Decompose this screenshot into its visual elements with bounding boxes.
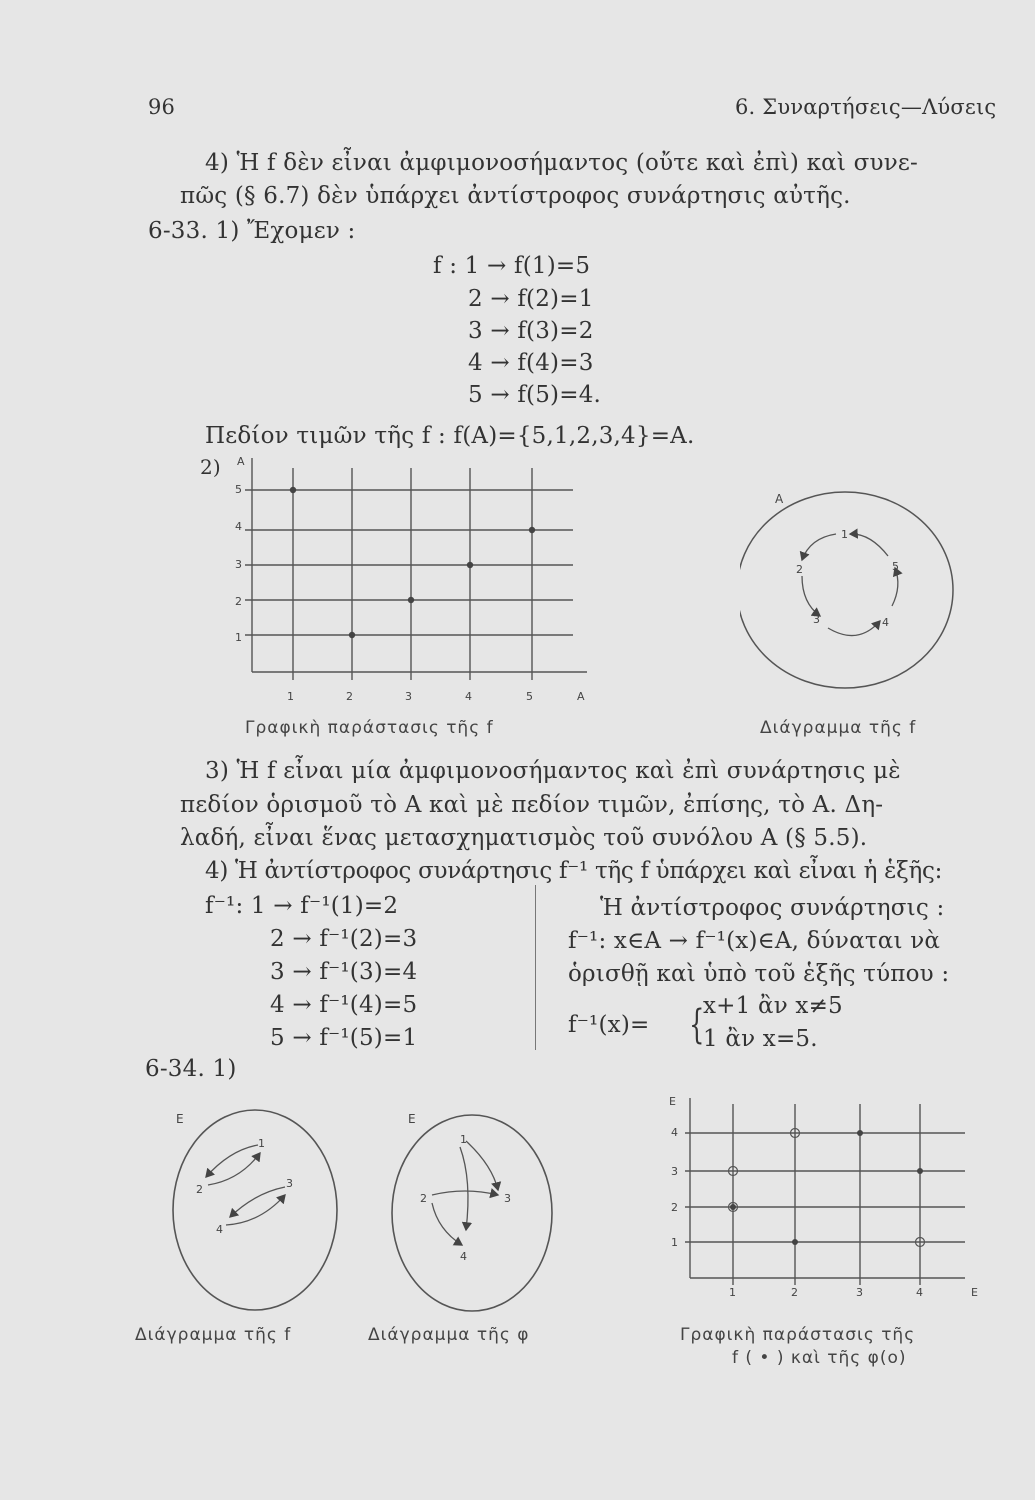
y-tick-2: 2 <box>671 1201 678 1214</box>
inverse-line-1: f⁻¹: 1 → f⁻¹(1)=2 <box>205 893 399 919</box>
set-ellipse <box>392 1115 552 1311</box>
map-line-5: 5 → f(5)=4. <box>468 382 602 408</box>
y-tick-5: 5 <box>235 483 242 496</box>
part-3-line-1: 3) Ἡ f εἶναι μία ἀμφιμονοσήμαντος καὶ ἐπὶ συνάρτησις μὲ <box>205 758 901 784</box>
part-3-line-3: λαδή, εἶναι ἕνας μετασχηματισμὸς τοῦ συνόλου A (§ 5.5). <box>180 825 868 851</box>
set-ellipse <box>740 492 953 688</box>
x-tick-3: 3 <box>405 690 412 703</box>
node-1: 1 <box>841 528 848 541</box>
graph-f-phi <box>655 1090 985 1305</box>
set-label: A <box>775 492 784 506</box>
node-2: 2 <box>196 1183 203 1196</box>
node-2: 2 <box>420 1192 427 1205</box>
point-2-1 <box>349 632 355 638</box>
node-5: 5 <box>892 560 899 573</box>
f-point-1-2 <box>730 1204 736 1210</box>
part-2-label: 2) <box>200 455 221 479</box>
y-tick-1: 1 <box>671 1236 678 1249</box>
inverse-line-5: 5 → f⁻¹(5)=1 <box>270 1025 418 1051</box>
point-1-5 <box>290 487 296 493</box>
intro-line-2: πῶς (§ 6.7) δὲν ὑπάρχει ἀντίστροφος συνάρτησις αὐτῆς. <box>180 183 851 209</box>
x-tick-2: 2 <box>346 690 353 703</box>
exercise-6-33-label: 6-33. 1) Ἔχομεν : <box>148 218 356 244</box>
x-tick-4: 4 <box>916 1286 923 1299</box>
y-tick-3: 3 <box>671 1165 678 1178</box>
x-tick-3: 3 <box>856 1286 863 1299</box>
part-4-line: 4) Ἡ ἀντίστροφος συνάρτησις f⁻¹ τῆς f ὑπάρχει καὶ εἶναι ἡ ἑξῆς: <box>205 858 943 884</box>
map-line-4: 4 → f(4)=3 <box>468 350 594 376</box>
graph-phi-points <box>729 1129 925 1247</box>
chapter-title: 6. Συναρτήσεις—Λύσεις <box>735 95 997 119</box>
map-line-3: 3 → f(3)=2 <box>468 318 594 344</box>
inverse-right-line-3: ὁρισθῇ καὶ ὑπὸ τοῦ ἑξῆς τύπου : <box>568 961 950 987</box>
column-divider <box>535 885 536 1050</box>
set-ellipse <box>173 1110 337 1310</box>
graph-of-f <box>215 450 595 710</box>
diagram-of-f-caption: Διάγραμμα τῆς f <box>760 718 917 738</box>
x-tick-4: 4 <box>465 690 472 703</box>
formula-lhs: f⁻¹(x)= <box>568 1012 650 1038</box>
point-3-2 <box>408 597 414 603</box>
f-point-3-4 <box>857 1130 863 1136</box>
inverse-right-line-1: Ἡ ἀντίστροφος συνάρτησις : <box>600 895 945 921</box>
page-number: 96 <box>148 95 176 119</box>
formula-case-1: x+1 ἂν x≠5 <box>703 993 843 1019</box>
x-tick-1: 1 <box>729 1286 736 1299</box>
y-tick-3: 3 <box>235 558 242 571</box>
inverse-line-3: 3 → f⁻¹(3)=4 <box>270 959 418 985</box>
node-3: 3 <box>286 1177 293 1190</box>
diagram-f-caption: Διάγραμμα τῆς f <box>135 1325 292 1345</box>
point-4-3 <box>467 562 473 568</box>
diagram-phi <box>380 1105 570 1320</box>
formula-case-2: 1 ἂν x=5. <box>703 1026 818 1052</box>
inverse-line-2: 2 → f⁻¹(2)=3 <box>270 926 418 952</box>
graph-f-phi-caption-2: f ( • ) καὶ τῆς φ(ο) <box>732 1348 907 1368</box>
set-label: E <box>408 1112 416 1126</box>
node-1: 1 <box>460 1133 467 1146</box>
diagram-phi-caption: Διάγραμμα τῆς φ <box>368 1325 530 1345</box>
part-3-line-2: πεδίον ὁρισμοῦ τὸ A καὶ μὲ πεδίον τιμῶν, ἐπίσης, τὸ A. Δη- <box>180 792 884 818</box>
node-2: 2 <box>796 563 803 576</box>
formula-brace: { <box>689 1002 705 1048</box>
f-point-2-1 <box>792 1239 798 1245</box>
inverse-right-line-2: f⁻¹: x∈A → f⁻¹(x)∈A, δύναται νὰ <box>568 928 941 954</box>
point-5-4 <box>529 527 535 533</box>
x-axis-label: E <box>971 1286 978 1299</box>
range-line: Πεδίον τιμῶν τῆς f : f(A)={5,1,2,3,4}=A. <box>205 423 695 449</box>
x-tick-2: 2 <box>791 1286 798 1299</box>
map-line-1: f : 1 → f(1)=5 <box>433 253 591 279</box>
f-point-4-3 <box>917 1168 923 1174</box>
y-tick-1: 1 <box>235 631 242 644</box>
node-4: 4 <box>216 1223 223 1236</box>
y-axis-label: E <box>669 1095 676 1108</box>
graph-f-points <box>730 1130 923 1245</box>
x-tick-1: 1 <box>287 690 294 703</box>
inverse-line-4: 4 → f⁻¹(4)=5 <box>270 992 418 1018</box>
graph-of-f-caption: Γραφικὴ παράστασις τῆς f <box>245 718 494 738</box>
x-tick-5: 5 <box>526 690 533 703</box>
node-4: 4 <box>460 1250 467 1263</box>
set-label: E <box>176 1112 184 1126</box>
node-3: 3 <box>504 1192 511 1205</box>
node-1: 1 <box>258 1137 265 1150</box>
y-tick-4: 4 <box>671 1126 678 1139</box>
node-4: 4 <box>882 616 889 629</box>
y-axis-label: A <box>237 455 245 468</box>
y-tick-4: 4 <box>235 520 242 533</box>
diagram-f-6-34 <box>160 1105 350 1320</box>
graph-f-phi-caption-1: Γραφικὴ παράστασις τῆς <box>680 1325 916 1345</box>
graph-points <box>290 487 535 638</box>
intro-line-1: 4) Ἡ f δὲν εἶναι ἀμφιμονοσήμαντος (οὔτε καὶ ἐπὶ) καὶ συνε- <box>205 150 918 176</box>
exercise-6-34-label: 6-34. 1) <box>145 1056 237 1082</box>
map-line-2: 2 → f(2)=1 <box>468 286 594 312</box>
node-3: 3 <box>813 613 820 626</box>
diagram-of-f <box>740 478 980 703</box>
x-axis-label: A <box>577 690 585 703</box>
y-tick-2: 2 <box>235 595 242 608</box>
